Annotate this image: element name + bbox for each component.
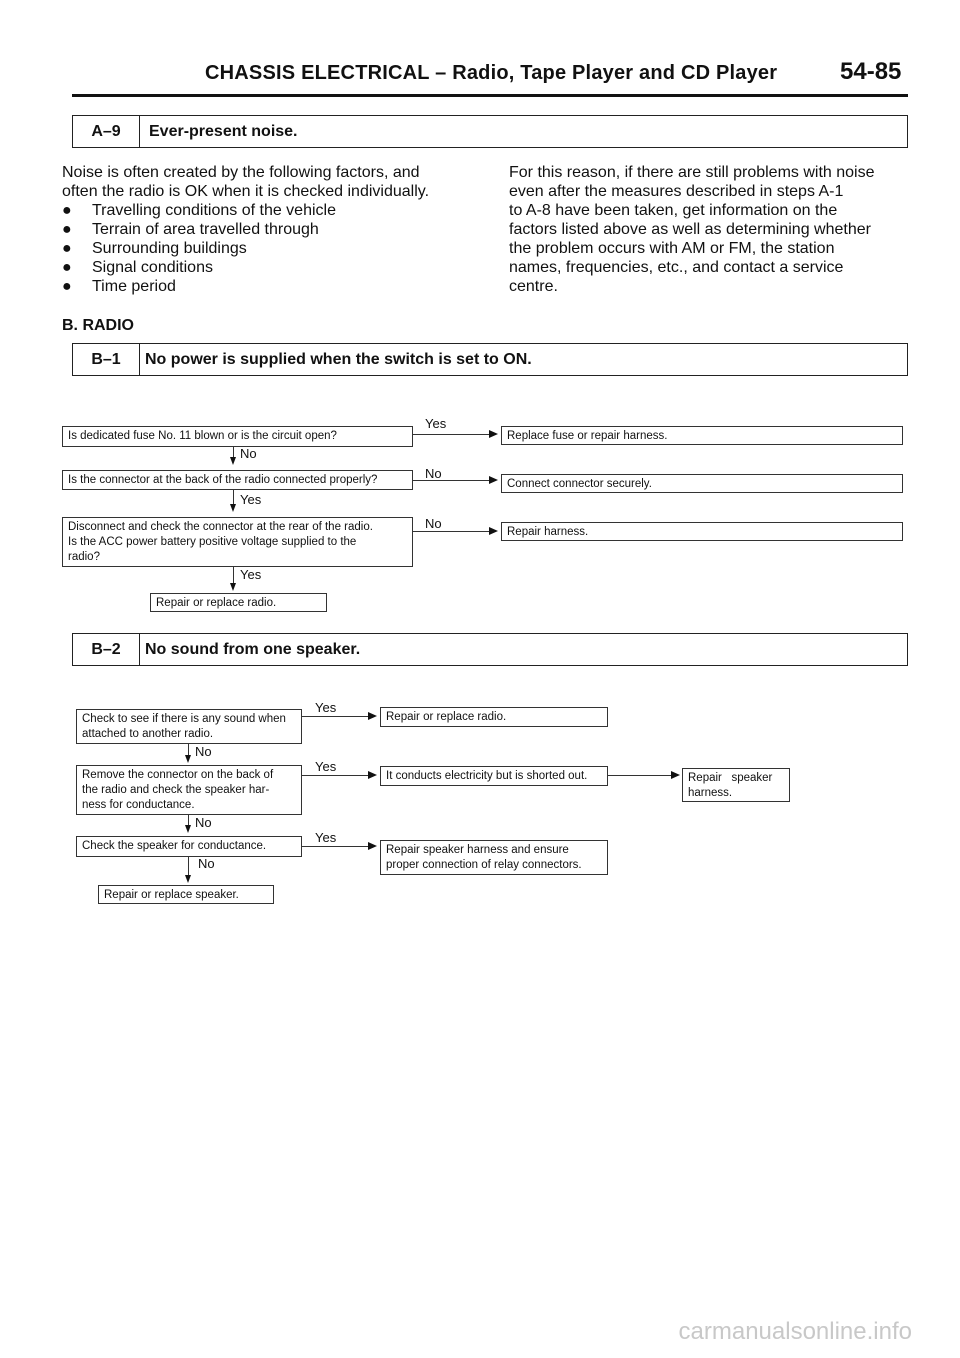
- bullet-icon: ●: [62, 221, 72, 238]
- section-b2-box: [72, 633, 908, 666]
- a9-left-text: [62, 163, 482, 296]
- arrow-down-icon: [230, 457, 236, 465]
- connector-line: [608, 775, 671, 776]
- b2-q1-yes-label: Yes: [315, 700, 337, 715]
- b2-q2-yes-label: Yes: [315, 759, 337, 774]
- bullet-icon: ●: [62, 240, 72, 257]
- b2-r2b-line: Repair speaker: [688, 772, 773, 784]
- b2-q2-line: ness for conductance.: [82, 799, 195, 811]
- b2-r2b-line: harness.: [688, 787, 733, 799]
- arrow-right-icon: [671, 771, 680, 779]
- connector-line: [188, 857, 189, 875]
- header-rule: [72, 94, 908, 97]
- section-a9-code: A–9: [73, 116, 140, 147]
- connector-line: [302, 775, 368, 776]
- section-a9-box: [72, 115, 908, 148]
- b2-q1-line: attached to another radio.: [82, 728, 214, 740]
- b2-q2-line: the radio and check the speaker har-: [82, 784, 270, 796]
- b2-r3-line: Repair speaker harness and ensure: [386, 844, 569, 856]
- b1-q3-line: Is the ACC power battery positive voltage supplied to the: [68, 536, 357, 548]
- a9-left-line: often the radio is OK when it is checked individually.: [62, 183, 430, 200]
- a9-right-line: centre.: [509, 278, 558, 295]
- a9-bullet: ● Time period: [62, 278, 176, 295]
- a9-right-line: names, frequencies, etc., and contact a service: [509, 259, 844, 276]
- section-b2-code: B–2: [73, 634, 140, 665]
- connector-line: [413, 531, 489, 532]
- b2-r3-box: [380, 840, 608, 875]
- connector-line: [188, 815, 189, 825]
- b2-q2-line: Remove the connector on the back of: [82, 769, 274, 781]
- bullet-icon: ●: [62, 278, 72, 295]
- b1-q1-box: Is dedicated fuse No. 11 blown or is the circuit open?: [62, 426, 413, 447]
- b2-r2-box: It conducts electricity but is shorted out.: [380, 766, 608, 786]
- a9-right-line: even after the measures described in steps A-1: [509, 183, 844, 200]
- arrow-right-icon: [368, 712, 377, 720]
- arrow-right-icon: [489, 527, 498, 535]
- b1-r2-box: Connect connector securely.: [501, 474, 903, 493]
- b2-q1-box: [76, 709, 302, 744]
- bullet-icon: ●: [62, 259, 72, 276]
- a9-bullet: ● Travelling conditions of the vehicle: [62, 202, 336, 219]
- b1-q2-no-label: No: [425, 466, 442, 481]
- section-b2-title: No sound from one speaker.: [145, 641, 361, 658]
- a9-right-text: [509, 163, 909, 296]
- arrow-down-icon: [185, 875, 191, 883]
- a9-right-line: the problem occurs with AM or FM, the station: [509, 240, 835, 257]
- b2-r4-box: Repair or replace speaker.: [98, 885, 274, 904]
- b2-q3-no-label: No: [198, 856, 215, 871]
- b1-q1-no-label: No: [240, 446, 257, 461]
- arrow-right-icon: [368, 771, 377, 779]
- a9-left-line: Noise is often created by the following factors, and: [62, 164, 420, 181]
- arrow-right-icon: [489, 476, 498, 484]
- b2-q3-box: Check the speaker for conductance.: [76, 836, 302, 857]
- b1-q3-yes-label: Yes: [240, 567, 262, 582]
- page-header-title: CHASSIS ELECTRICAL – Radio, Tape Player and CD Player: [205, 62, 778, 84]
- b1-r4-box: Repair or replace radio.: [150, 593, 327, 612]
- b2-q2-box: [76, 765, 302, 815]
- connector-line: [302, 846, 368, 847]
- b2-q1-line: Check to see if there is any sound when: [82, 713, 286, 725]
- b1-q2-yes-label: Yes: [240, 492, 262, 507]
- section-a9-title: Ever-present noise.: [149, 123, 298, 140]
- b1-q2-box: Is the connector at the back of the radio connected properly?: [62, 470, 413, 490]
- b2-r3-line: proper connection of relay connectors.: [386, 859, 582, 871]
- arrow-down-icon: [230, 504, 236, 512]
- b1-q3-line: radio?: [68, 551, 100, 563]
- section-b1-code: B–1: [73, 344, 140, 375]
- b1-r1-box: Replace fuse or repair harness.: [501, 426, 903, 445]
- b2-q2-no-label: No: [195, 815, 212, 830]
- arrow-down-icon: [185, 825, 191, 833]
- connector-line: [413, 434, 489, 435]
- connector-line: [233, 490, 234, 504]
- arrow-right-icon: [489, 430, 498, 438]
- b1-q1-yes-label: Yes: [425, 416, 447, 431]
- connector-line: [188, 744, 189, 755]
- b2-r2b-box: [682, 768, 790, 802]
- a9-bullet: ● Signal conditions: [62, 259, 213, 276]
- b1-r3-box: Repair harness.: [501, 522, 903, 541]
- a9-right-line: to A-8 have been taken, get information on the: [509, 202, 838, 219]
- page-number: 54-85: [840, 58, 902, 85]
- b1-q3-box: [62, 517, 413, 567]
- b2-q3-yes-label: Yes: [315, 830, 337, 845]
- section-b1-box: [72, 343, 908, 376]
- bullet-icon: ●: [62, 202, 72, 219]
- connector-line: [233, 567, 234, 583]
- b2-q1-no-label: No: [195, 744, 212, 759]
- radio-heading: B. RADIO: [62, 317, 134, 334]
- arrow-right-icon: [368, 842, 377, 850]
- b1-q3-no-label: No: [425, 516, 442, 531]
- a9-bullet: ● Terrain of area travelled through: [62, 221, 319, 238]
- a9-bullet: ● Surrounding buildings: [62, 240, 247, 257]
- a9-right-line: For this reason, if there are still problems with noise: [509, 164, 875, 181]
- arrow-down-icon: [185, 755, 191, 763]
- b2-r1-box: Repair or replace radio.: [380, 707, 608, 727]
- connector-line: [233, 447, 234, 457]
- section-b1-title: No power is supplied when the switch is set to ON.: [145, 351, 532, 368]
- watermark: carmanualsonline.info: [678, 1318, 912, 1345]
- arrow-down-icon: [230, 583, 236, 591]
- connector-line: [302, 716, 368, 717]
- b1-q3-line: Disconnect and check the connector at the rear of the radio.: [68, 521, 373, 533]
- a9-right-line: factors listed above as well as determining whether: [509, 221, 871, 238]
